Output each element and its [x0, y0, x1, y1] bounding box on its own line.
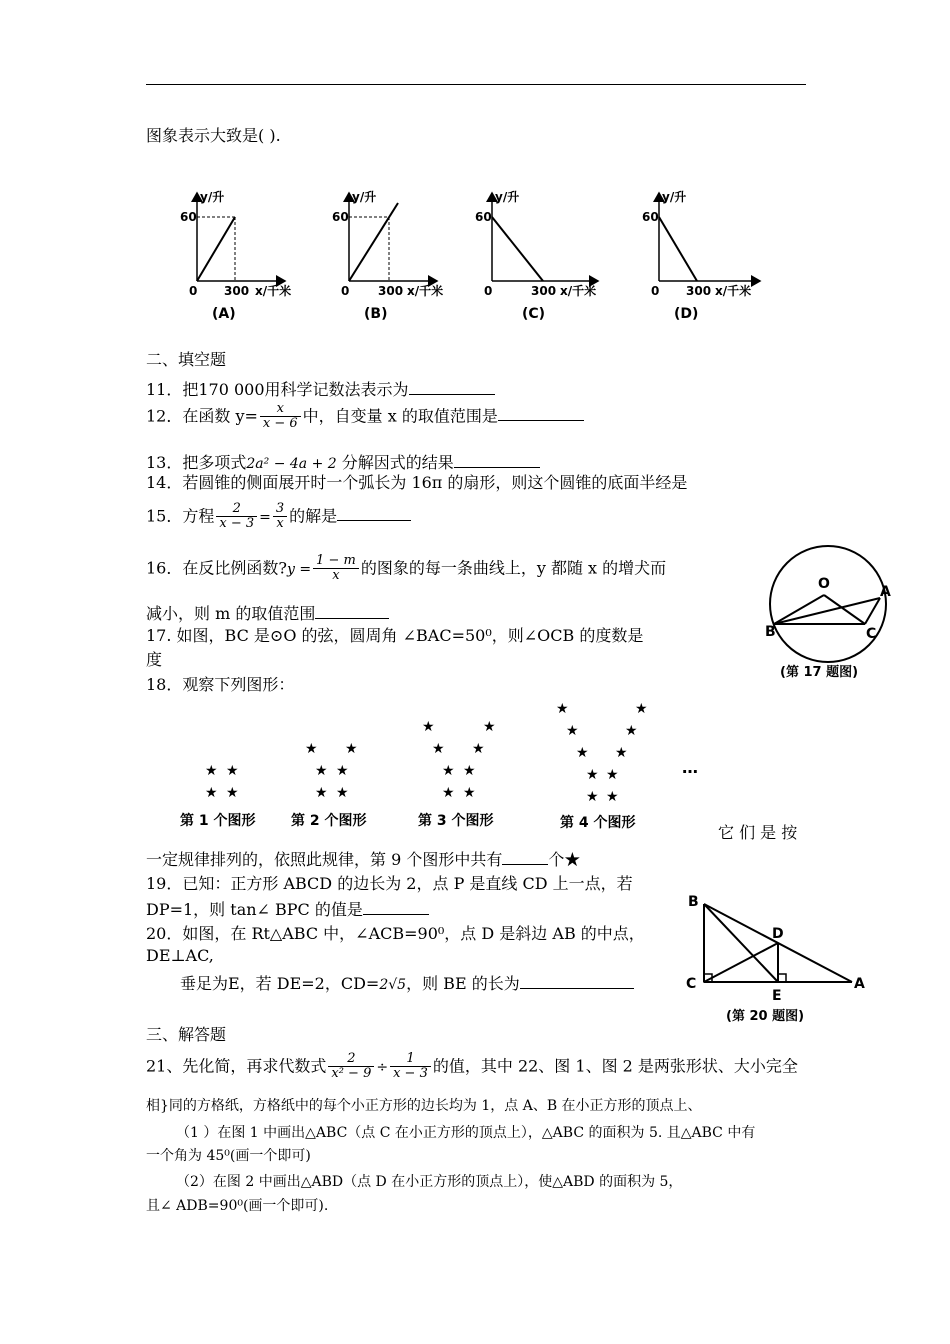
- header-rule: [146, 84, 806, 85]
- svg-text:O: O: [818, 576, 830, 592]
- svg-text:A: A: [880, 584, 891, 600]
- question-22-part2-cont: 且∠ ADB=90⁰(画一个即可).: [146, 1198, 329, 1214]
- ellipsis: …: [682, 758, 698, 777]
- svg-text:★: ★: [226, 763, 239, 779]
- question-22-part1: （1 ）在图 1 中画出△ABC（点 C 在小正方形的顶点上），△ABC 的面积为 5. 且△ABC 中有: [176, 1125, 756, 1141]
- answer-blank: [454, 451, 540, 468]
- svg-text:y/升: y/升: [352, 190, 377, 204]
- svg-text:★: ★: [586, 767, 599, 783]
- svg-text:★: ★: [422, 719, 435, 735]
- svg-text:300: 300: [378, 284, 404, 298]
- graph-d: [642, 189, 760, 322]
- pattern-label: 第 1 个图形: [180, 813, 256, 829]
- svg-text:(B): (B): [364, 306, 388, 322]
- svg-text:E: E: [772, 988, 782, 1004]
- answer-blank: [520, 972, 634, 989]
- svg-text:B: B: [765, 624, 776, 640]
- svg-text:x/千米: x/千米: [407, 284, 444, 298]
- svg-text:★: ★: [576, 745, 589, 761]
- question-14: 14．若圆锥的侧面展开时一个弧长为 16π 的扇形，则这个圆锥的底面半经是: [146, 473, 688, 492]
- svg-text:★: ★: [625, 723, 638, 739]
- svg-text:★: ★: [305, 741, 318, 757]
- svg-text:300: 300: [224, 284, 250, 298]
- svg-text:★: ★: [226, 785, 239, 801]
- fraction: $\frac{x}{x - 6}$: [260, 402, 301, 432]
- answer-blank: [498, 404, 584, 421]
- answer-blank: [363, 898, 429, 915]
- svg-text:B: B: [688, 894, 699, 910]
- svg-text:★: ★: [635, 701, 648, 717]
- svg-text:(D): (D): [674, 306, 699, 322]
- star-patterns: [0, 695, 950, 835]
- svg-text:★: ★: [315, 785, 328, 801]
- pattern-2: [305, 741, 358, 801]
- answer-blank: [502, 848, 548, 865]
- question-17: 17. 如图，BC 是⊙O 的弦，圆周角 ∠BAC=50⁰，则∠OCB 的度数是: [146, 626, 644, 645]
- svg-text:★: ★: [606, 789, 619, 805]
- svg-text:x/千米: x/千米: [560, 284, 597, 298]
- graph-label: (A): [212, 306, 236, 322]
- svg-text:300: 300: [531, 284, 557, 298]
- question-22-part2: （2）在图 2 中画出△ABD（点 D 在小正方形的顶点上），使△ABD 的面积为 5，: [176, 1174, 683, 1190]
- svg-text:x/千米: x/千米: [715, 284, 752, 298]
- svg-text:★: ★: [315, 763, 328, 779]
- svg-text:0: 0: [189, 284, 198, 298]
- figure-caption: (第 17 题图): [780, 665, 859, 680]
- svg-text:(C): (C): [522, 306, 546, 322]
- pattern-3: [422, 719, 496, 801]
- svg-text:D: D: [772, 926, 784, 942]
- svg-text:★: ★: [336, 785, 349, 801]
- svg-text:★: ★: [586, 789, 599, 805]
- svg-text:★: ★: [463, 763, 476, 779]
- figure-caption: (第 20 题图): [726, 1009, 805, 1024]
- graphs-row: [0, 185, 950, 345]
- question-18-cont-b: 一定规律排列的，依照此规律，第 9 个图形中共有 个★: [146, 850, 581, 869]
- question-intro: 图象表示大致是( ).: [146, 126, 281, 145]
- svg-text:★: ★: [463, 785, 476, 801]
- pattern-label: 第 4 个图形: [560, 815, 636, 831]
- svg-text:★: ★: [615, 745, 628, 761]
- pattern-4: [556, 701, 648, 805]
- graph-c: [475, 189, 598, 322]
- svg-text:★: ★: [205, 785, 218, 801]
- svg-text:60: 60: [642, 210, 659, 224]
- question-16-cont: 减小，则 m 的取值范围: [146, 602, 389, 623]
- question-18: 18．观察下列图形：: [146, 675, 295, 694]
- svg-text:★: ★: [345, 741, 358, 757]
- pattern-label: 第 3 个图形: [418, 813, 494, 829]
- figure-20: [682, 890, 882, 1030]
- question-22: 相}同的方格纸，方格纸中的每个小正方形的边长均为 1，点 A、B 在小正方形的顶点上、: [146, 1098, 702, 1114]
- question-16: 16．在反比例函数?y = $\frac{1 - m}{x}$ 的图象的每一条曲线上，y 都随 x 的增犬而: [146, 553, 667, 584]
- section-solve: 三、解答题: [146, 1025, 227, 1044]
- svg-text:0: 0: [341, 284, 350, 298]
- svg-text:0: 0: [484, 284, 493, 298]
- question-22-part1-cont: 一个角为 45⁰(画一个即可): [146, 1148, 311, 1164]
- answer-blank: [409, 378, 495, 395]
- svg-text:★: ★: [483, 719, 496, 735]
- question-20: 20．如图，在 Rt△ABC 中，∠ACB=90⁰，点 D 是斜边 AB 的中点，: [146, 924, 645, 943]
- svg-text:A: A: [854, 976, 865, 992]
- svg-text:60: 60: [180, 210, 197, 224]
- svg-text:60: 60: [332, 210, 349, 224]
- svg-text:300: 300: [686, 284, 712, 298]
- svg-text:★: ★: [566, 723, 579, 739]
- answer-blank: [337, 504, 411, 521]
- question-21: 21、先化简，再求代数式 $\frac{2}{\text{x² − 9}}$ ÷ $\frac{1}{x - 3}$ 的值，其中 22、图 1、图 2 是两张形状、大小完全: [146, 1051, 798, 1082]
- graph-y-label: y/升: [200, 190, 225, 204]
- question-12: 12．在函数 y= $\frac{x}{x - 6}$ 中，自变量 x 的取值范围是: [146, 402, 584, 432]
- svg-text:C: C: [866, 626, 877, 642]
- svg-text:y/升: y/升: [662, 190, 687, 204]
- question-17-cont: 度: [146, 650, 163, 669]
- svg-text:y/升: y/升: [495, 190, 520, 204]
- svg-text:★: ★: [442, 763, 455, 779]
- pattern-label: 第 2 个图形: [291, 813, 367, 829]
- graph-b: [332, 189, 443, 322]
- svg-text:★: ★: [442, 785, 455, 801]
- graph-a: [180, 189, 291, 322]
- question-19-cont: DP=1，则 tan∠ BPC 的值是: [146, 898, 429, 919]
- figure-17: [760, 540, 900, 680]
- pattern-1: [205, 763, 239, 801]
- svg-text:x/千米: x/千米: [255, 284, 292, 298]
- section-fill-blank: 二、填空题: [146, 350, 227, 369]
- svg-text:★: ★: [205, 763, 218, 779]
- question-20-cont2: 垂足为E，若 DE=2，CD=2√5，则 BE 的长为: [180, 972, 634, 994]
- svg-text:★: ★: [432, 741, 445, 757]
- svg-text:★: ★: [472, 741, 485, 757]
- question-15: 15．方程 $\frac{2}{x - 3}$ = $\frac{3}{x}$ 的解是: [146, 502, 411, 532]
- svg-text:C: C: [686, 976, 697, 992]
- question-18-cont-a: 它 们 是 按: [718, 823, 798, 842]
- question-11: 11．把170 000用科学记数法表示为: [146, 378, 495, 399]
- question-13: 13．把多项式2a² − 4a + 2 分解因式的结果: [146, 451, 540, 473]
- answer-blank: [315, 602, 389, 619]
- question-19: 19．已知：正方形 ABCD 的边长为 2，点 P 是直线 CD 上一点，若: [146, 874, 633, 893]
- question-20-cont: DE⊥AC,: [146, 946, 214, 965]
- svg-text:★: ★: [336, 763, 349, 779]
- svg-text:★: ★: [556, 701, 569, 717]
- svg-text:0: 0: [651, 284, 660, 298]
- svg-text:60: 60: [475, 210, 492, 224]
- svg-text:★: ★: [606, 767, 619, 783]
